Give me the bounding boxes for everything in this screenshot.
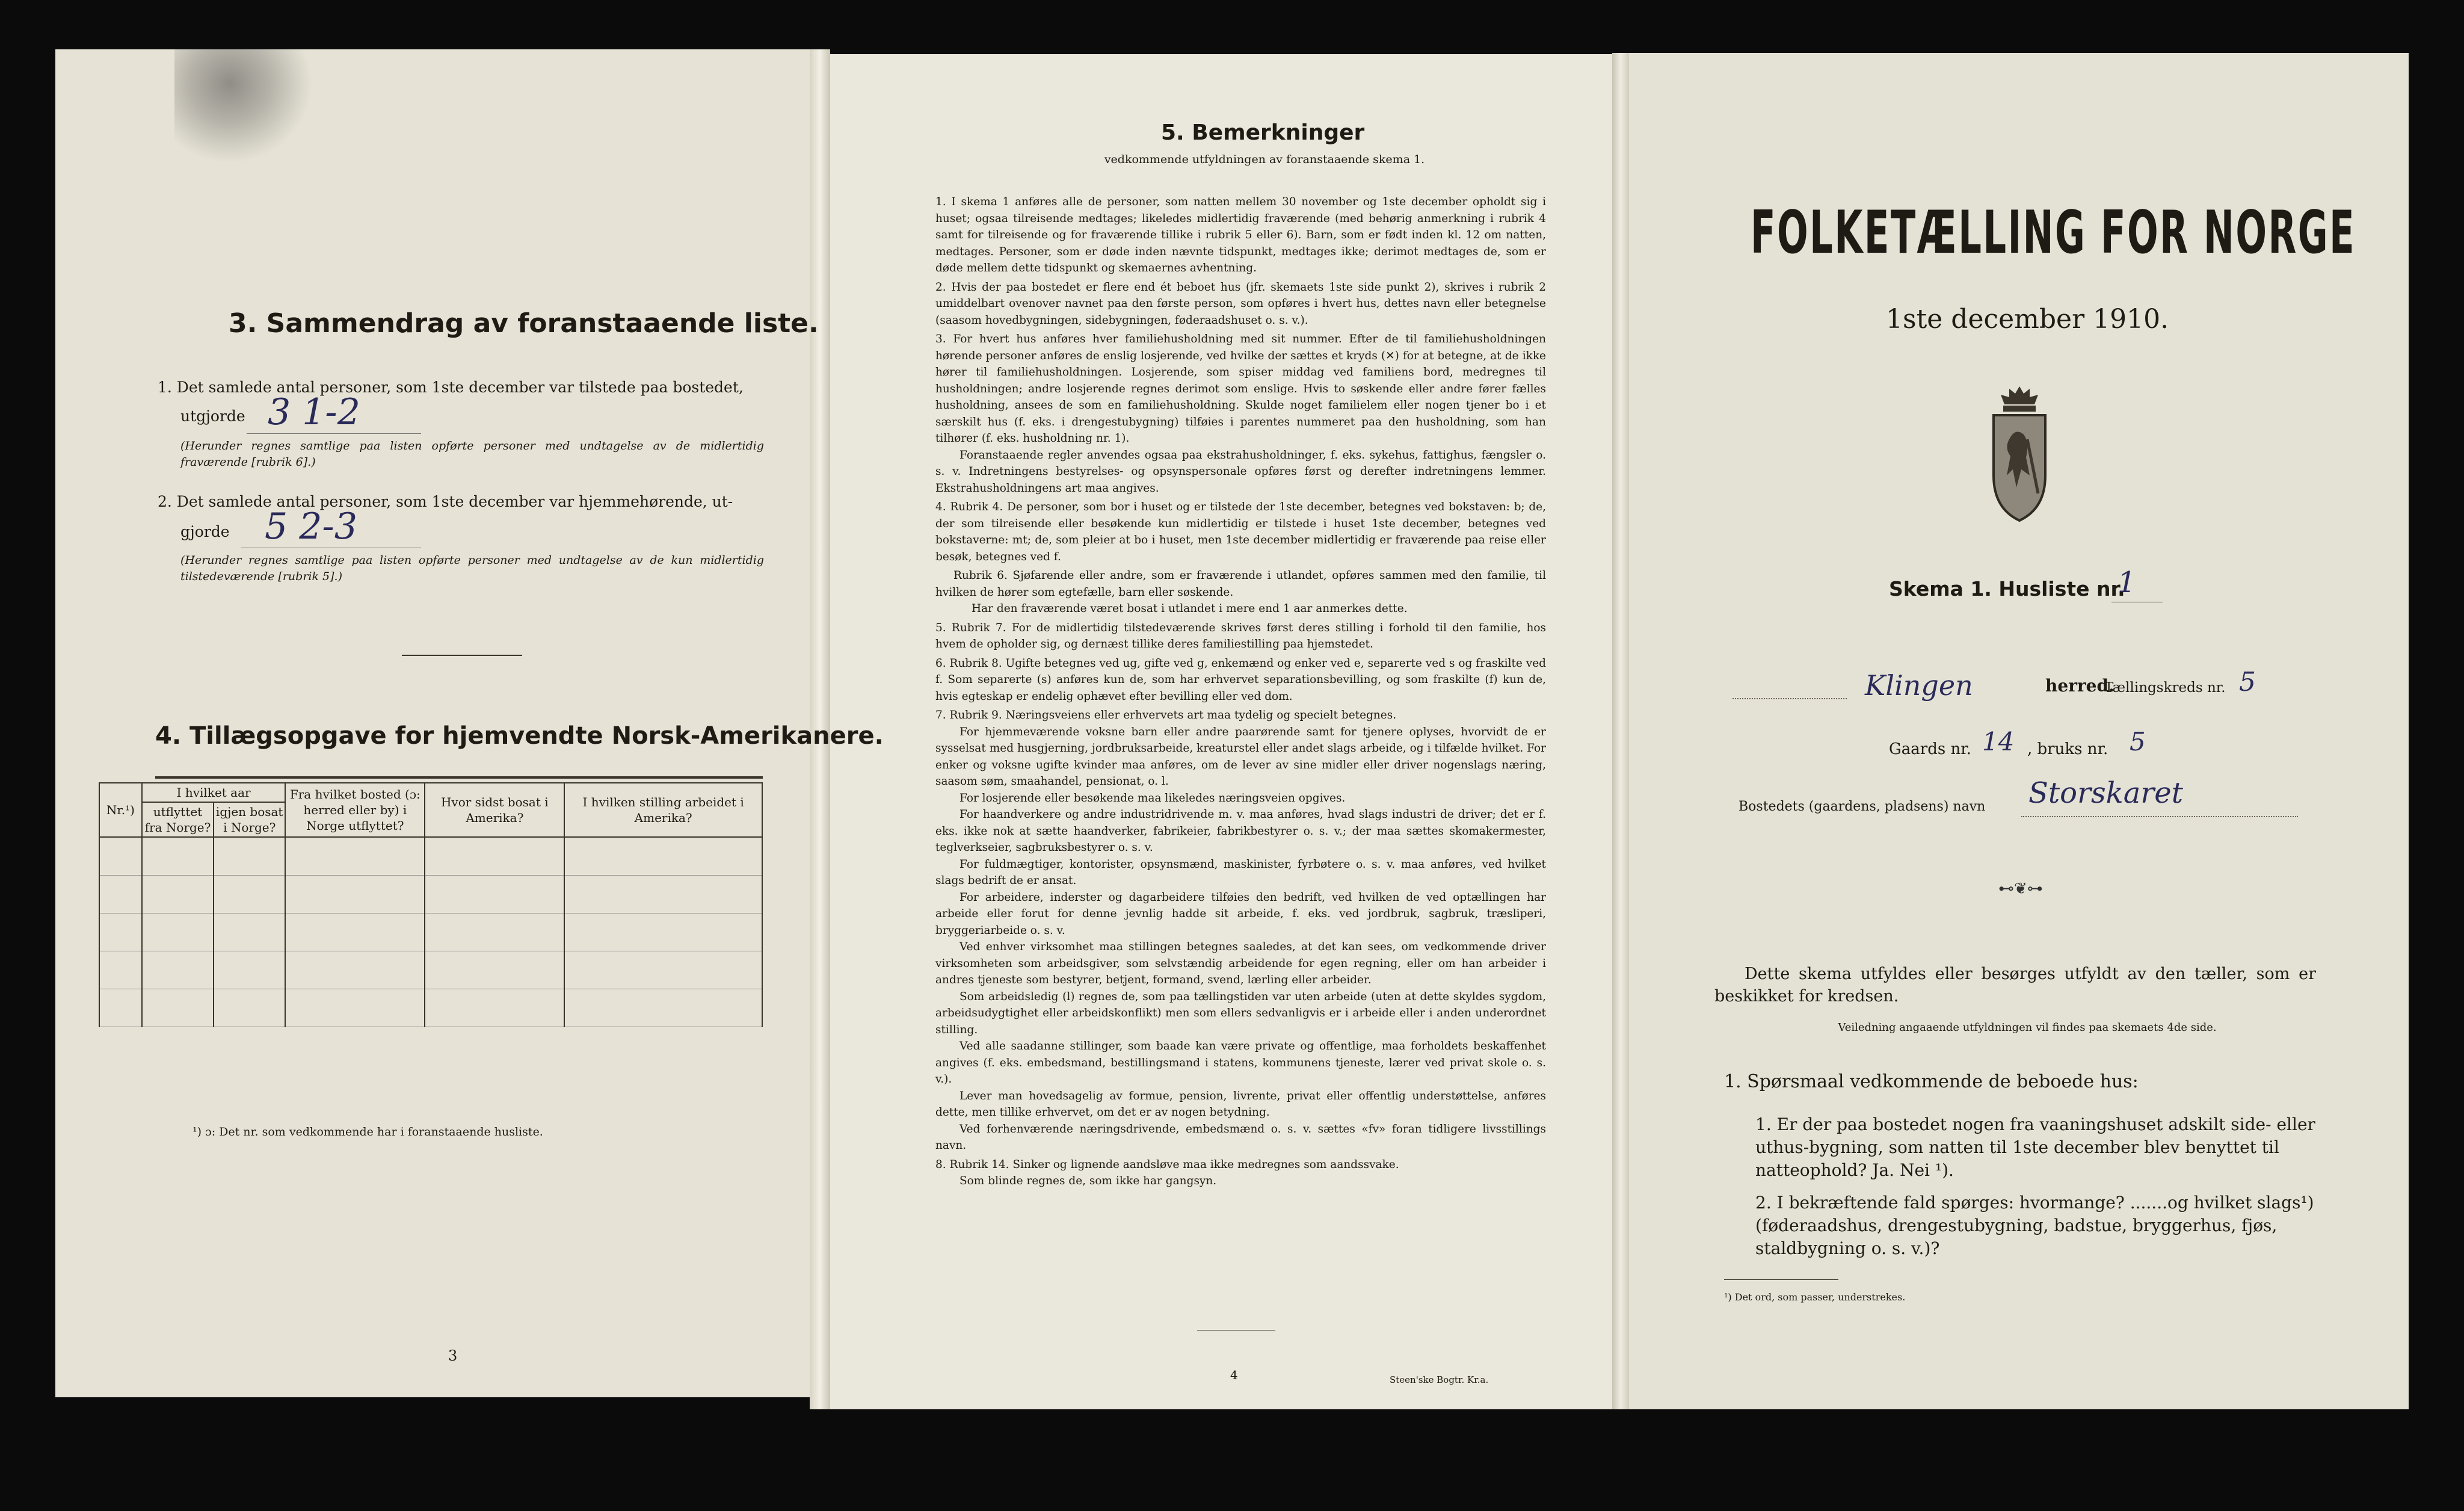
remark-paragraph: 8. Rubrik 14. Sinker og lignende aandsløve maa ikke medregnes som aandssvake. bbox=[935, 1158, 1399, 1171]
bosted-dots bbox=[2021, 816, 2298, 817]
summary-item-2: 2. Det samlede antal personer, som 1ste december var hjemmehørende, ut- bbox=[158, 493, 733, 510]
table-row bbox=[99, 989, 762, 1027]
kreds-number: 5 bbox=[2239, 667, 2256, 697]
section3-title: 3. Sammendrag av foranstaaende liste. bbox=[229, 308, 819, 339]
remark-paragraph: For losjerende eller besøkende maa likeledes næringsveien opgives. bbox=[959, 791, 1346, 805]
col-utflyttet: utflyttet fra Norge? bbox=[142, 802, 214, 837]
gaards-number: 14 bbox=[1982, 727, 2015, 756]
bruks-label: , bruks nr. bbox=[2027, 740, 2108, 758]
remark-paragraph: Lever man hovedsagelig av formue, pension, livrente, privat eller offentlig understøttelse, anføres dette, men tillike erhvervet, om det er av nogen betydning. bbox=[935, 1089, 1546, 1119]
kreds-label: Tællingskreds nr. bbox=[2104, 680, 2226, 696]
ornament: ⊷❦⊶ bbox=[1998, 880, 2043, 898]
bemerkninger-list bbox=[935, 194, 1546, 1190]
table-row bbox=[99, 913, 762, 951]
bruks-number: 5 bbox=[2130, 727, 2146, 756]
remark-paragraph: 1. I skema 1 anføres alle de personer, som natten mellem 30 november og 1ste december opholdt sig i huset; ogsaa tilreisende medtages; likeledes midlertidig fraværende (med behørig anmerkning i rubrik 4 samt for tilreisende og for fraværende tillike i rubrik 5 eller 6). Barn, som er født inden kl. 12 om natten, medtages. Personer, som er døde inden nævnte tidspunkt, medtages ikke; derimot medtages de, som er døde mellem dette tidspunkt og skemaernes avhentning. bbox=[935, 196, 1546, 274]
question-2: 2. I bekræftende fald spørges: hvormange? .......og hvilket slags¹) (føderaadshus, drengestubygning, badstue, bryggerhus, fjøs, staldbygning o. s. v.)? bbox=[1755, 1193, 2314, 1258]
husliste-number: 1 bbox=[2118, 566, 2136, 599]
col-bosted: Fra hvilket bosted (ɔ: herred eller by) i Norge utflyttet? bbox=[285, 783, 425, 837]
remark-paragraph: Har den fraværende været bosat i utlandet i mere end 1 aar anmerkes dette. bbox=[972, 602, 1408, 615]
summary-item-1-prefix: utgjorde bbox=[180, 407, 245, 425]
summary-item-2-value: 5 2-3 bbox=[265, 505, 357, 548]
remark-paragraph: Rubrik 6. Sjøfarende eller andre, som er fraværende i utlandet, opføres sammen med den familie, til hvilken de hører som egtefælle, barn eller søskende. bbox=[935, 569, 1546, 599]
col-group-aar: I hvilket aar bbox=[142, 783, 285, 802]
footnote-rule bbox=[1724, 1279, 1838, 1280]
herred-label: herred. bbox=[2045, 676, 2114, 696]
remark-paragraph: 6. Rubrik 8. Ugifte betegnes ved ug, gifte ved g, enkemænd og enker ved e, separerte ved s og fraskilte ved f. Som separerte (s) anføres kun de, som har erhvervet separationsbevilling, og som fraskilte (f) kun de, hvis egteskap er endelig ophævet efter bevilling eller ved dom. bbox=[935, 657, 1546, 703]
skema-label: Skema 1. Husliste nr. bbox=[1889, 577, 2125, 601]
remark-paragraph: For arbeidere, inderster og dagarbeidere tilføies den bedrift, ved hvilken de ved optællingen har arbeide eller forut for denne jevnlig hadde sit arbeide, f. eks. ved jordbruk, sagbruk, træsliperi, bryggeriarbeide o. s. v. bbox=[935, 891, 1546, 937]
page-number-4: 4 bbox=[1230, 1368, 1238, 1382]
herred-dots bbox=[1732, 698, 1847, 699]
printer-mark: Steen'ske Bogtr. Kr.a. bbox=[1390, 1374, 1489, 1385]
remark-paragraph: 5. Rubrik 7. For de midlertidig tilstedeværende skrives først deres stilling i forhold til den familie, hos hvem de opholder sig, og dernæst tillike deres familiestilling paa hjemstedet. bbox=[935, 621, 1546, 650]
remark-paragraph: Som blinde regnes de, som ikke har gangsyn. bbox=[959, 1175, 1217, 1187]
remark-paragraph: Som arbeidsledig (l) regnes de, som paa tællingstiden var uten arbeide (uten at dette skyldes sygdom, arbeidsudygtighet eller arbeidskonflikt) men som ellers sedvanligvis er i arbeide eller i anden underordnet stilling. bbox=[935, 990, 1546, 1036]
remark-paragraph: 3. For hvert hus anføres hver familiehusholdning med sit nummer. Efter de til familiehusholdningen hørende personer anføres de enslig losjerende, ved hvilke der sættes et kryds (✕) for at betegne, at de ikke hører til familiehusholdningen. Losjerende, som spiser middag ved familiens bord, medregnes til husholdningen; andre losjerende regnes derimot som enslige. Hvis to søskende eller andre fører fælles husholdning, ansees de som en familiehusholdning. Skulde noget familielem eller nogen tjener bo i et særskilt hus (f. eks. i drengestubygning) tilføies i parentes nummeret paa den husholdning, som han tilhører (f. eks. husholdning nr. 1). bbox=[935, 333, 1546, 445]
question-1: 1. Er der paa bostedet nogen fra vaaningshuset adskilt side- eller uthus-bygning, som natten til 1ste december blev benyttet til natteophold? Ja. Nei ¹). bbox=[1755, 1114, 2315, 1180]
remark-paragraph: Ved forhenværende næringsdrivende, embedsmænd o. s. v. sættes «fv» foran tidligere livsstillings navn. bbox=[935, 1122, 1546, 1152]
summary-item-1-note: (Herunder regnes samtlige paa listen opførte personer med undtagelse av de midlertidig fraværende [rubrik 6].) bbox=[180, 439, 764, 469]
coat-of-arms-icon bbox=[1986, 385, 2053, 524]
bemerkninger-subtitle: vedkommende utfyldningen av foranstaaende skema 1. bbox=[1104, 153, 1425, 166]
remark-paragraph: For hjemmeværende voksne barn eller andre paarørende samt for tjenere oplyses, hvorvidt de er sysselsat med husgjerning, jordbruksarbeide, kreaturstel eller andet slags arbeide, og i tilfælde hvilket. For enker og voksne ugifte kvinder maa anføres, om de lever av sine midler eller driver nogenslags næring, saasom søm, smaahandel, pensionat, o. l. bbox=[935, 725, 1546, 788]
remark-paragraph: Foranstaaende regler anvendes ogsaa paa ekstrahusholdninger, f. eks. sykehus, fattighus, fængsler o. s. v. Indretningens bestyrelses- og opsynspersonale opføres først og derefter indretningens lemmer. Ekstrahusholdningens art maa angives. bbox=[935, 448, 1546, 495]
census-date: 1ste december 1910. bbox=[1886, 304, 2169, 335]
gaards-label: Gaards nr. bbox=[1889, 740, 1972, 758]
page-fold-right bbox=[1612, 53, 1629, 1409]
remark-paragraph: 2. Hvis der paa bostedet er flere end ét beboet hus (jfr. skemaets 1ste side punkt 2), skrives i rubrik 2 umiddelbart ovenover navnet paa den første person, som opføres i hvert hus, dettes navn eller betegnelse (saasom hovedbygningen, sidebygningen, føderaadshuset o. s. v.). bbox=[935, 280, 1546, 327]
table-footnote: ¹) ɔ: Det nr. som vedkommende har i foranstaaende husliste. bbox=[192, 1125, 543, 1139]
page-number-3: 3 bbox=[448, 1347, 458, 1364]
document-title: FOLKETÆLLING FOR NORGE bbox=[1751, 199, 2356, 267]
bemerkninger-title: 5. Bemerkninger bbox=[1161, 120, 1365, 145]
remark-paragraph: 7. Rubrik 9. Næringsveiens eller erhvervets art maa tydelig og specielt betegnes. bbox=[935, 709, 1397, 722]
col-sidst: Hvor sidst bosat i Amerika? bbox=[425, 783, 564, 837]
section4-title: 4. Tillægsopgave for hjemvendte Norsk-Amerikanere. bbox=[155, 722, 884, 750]
herred-name: Klingen bbox=[1865, 669, 1973, 702]
norsk-amerikanere-table bbox=[99, 782, 763, 1027]
remark-paragraph: For fuldmægtiger, kontorister, opsynsmænd, maskinister, fyrbøtere o. s. v. maa anføres, ved hvilket slags bedrift de er ansat. bbox=[935, 857, 1546, 887]
remark-paragraph: Ved alle saadanne stillinger, som baade kan være private og offentlige, maa forholdets beskaffenhet angives (f. eks. embedsmand, bestillingsmand i statens, kommunens tjeneste, lærer ved privat skole o. s. v.). bbox=[935, 1040, 1546, 1086]
summary-item-1: 1. Det samlede antal personer, som 1ste december var tilstede paa bostedet, bbox=[158, 379, 744, 396]
remark-paragraph: 4. Rubrik 4. De personer, som bor i huset og er tilstede der 1ste december, betegnes ved bokstaven: b; de, der som tilreisende eller besøkende kun midlertidig er tilstede i huset 1ste december, betegnes ved bokstaverne: mt; de, som pleier at bo i huset, men 1ste december midlertidig er fraværende paa reise eller besøk, betegnes ved f. bbox=[935, 501, 1546, 563]
col-igjen: igjen bosat i Norge? bbox=[214, 802, 285, 837]
intro-note: Veiledning angaaende utfyldningen vil findes paa skemaets 4de side. bbox=[1838, 1021, 2217, 1034]
section4-rule bbox=[155, 776, 763, 779]
summary-item-1-value: 3 1-2 bbox=[268, 391, 360, 433]
right-footnote: ¹) Det ord, som passer, understrekes. bbox=[1724, 1291, 1906, 1303]
paper-stain bbox=[174, 49, 313, 164]
summary-item-2-prefix: gjorde bbox=[180, 523, 230, 540]
intro-text: Dette skema utfyldes eller besørges utfyldt av den tæller, som er beskikket for kredsen. bbox=[1714, 965, 2316, 1006]
table-row bbox=[99, 951, 762, 989]
remark-paragraph: Ved enhver virksomhet maa stillingen betegnes saaledes, at det kan sees, om vedkommende driver virksomheten som arbeidsgiver, som selvstændig arbeidende for egen regning, eller om han arbeider i andres tjeneste som bestyrer, betjent, formand, svend, lærling eller arbeider. bbox=[935, 941, 1546, 986]
table-row bbox=[99, 837, 762, 876]
summary-item-2-note: (Herunder regnes samtlige paa listen opførte personer med undtagelse av de kun midlertidig tilstedeværende [rubrik 5].) bbox=[180, 554, 764, 583]
col-nr: Nr.¹) bbox=[99, 783, 142, 837]
summary-item-1-line bbox=[247, 433, 421, 434]
remark-paragraph: For haandverkere og andre industridrivende m. v. maa anføres, hvad slags industri de driver; det er f. eks. ikke nok at sætte haandverker, fabrikeier, fabrikbestyrer o. s. v.; der maa sættes skomakermester, teglverkseier, sagbruksbestyrer o. s. v. bbox=[935, 808, 1546, 854]
question-heading: 1. Spørsmaal vedkommende de beboede hus: bbox=[1724, 1071, 2139, 1092]
table-row bbox=[99, 876, 762, 913]
bosted-label: Bostedets (gaardens, pladsens) navn bbox=[1739, 799, 1986, 814]
separator-rule bbox=[402, 655, 522, 656]
bosted-name: Storskaret bbox=[2028, 776, 2183, 810]
col-stilling: I hvilken stilling arbeidet i Amerika? bbox=[564, 783, 762, 837]
